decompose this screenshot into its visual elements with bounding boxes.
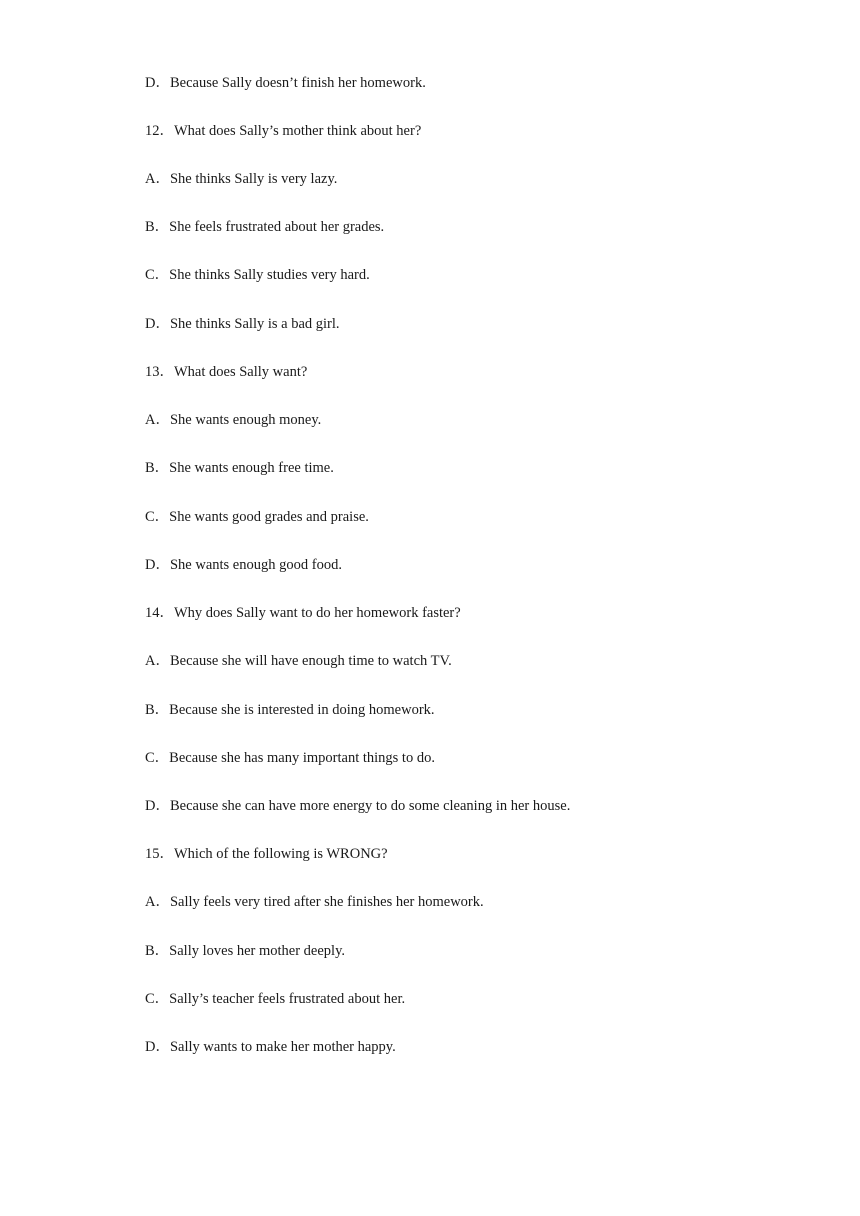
q13-option-d: D．She wants enough good food. [145,557,342,573]
q12-question: 12．What does Sally’s mother think about her? [145,123,422,139]
q12-option-a: A．She thinks Sally is very lazy. [145,171,338,187]
q15-option-b: B．Sally loves her mother deeply. [145,943,346,959]
q12-option-d: D．She thinks Sally is a bad girl. [145,316,340,332]
q14-question: 14．Why does Sally want to do her homework faster? [145,605,461,621]
q15-option-a: A．Sally feels very tired after she finishes her homework. [145,894,484,910]
q15-option-d: D．Sally wants to make her mother happy. [145,1039,396,1055]
q15-question: 15．Which of the following is WRONG? [145,846,388,862]
q14-option-d: D．Because she can have more energy to do some cleaning in her house. [145,798,571,814]
q14-option-c: C．Because she has many important things to do. [145,750,435,766]
q13-option-a: A．She wants enough money. [145,412,322,428]
q14-option-a: A．Because she will have enough time to watch TV. [145,653,452,669]
q15-option-c: C．Sally’s teacher feels frustrated about her. [145,991,406,1007]
q13-option-c: C．She wants good grades and praise. [145,509,369,525]
q12-option-c: C．She thinks Sally studies very hard. [145,267,370,283]
q14-option-b: B．Because she is interested in doing homework. [145,702,435,718]
q13-option-b: B．She wants enough free time. [145,460,334,476]
q11-option-d: D．Because Sally doesn’t finish her homework. [145,75,426,91]
q13-question: 13．What does Sally want? [145,364,308,380]
q12-option-b: B．She feels frustrated about her grades. [145,219,385,235]
